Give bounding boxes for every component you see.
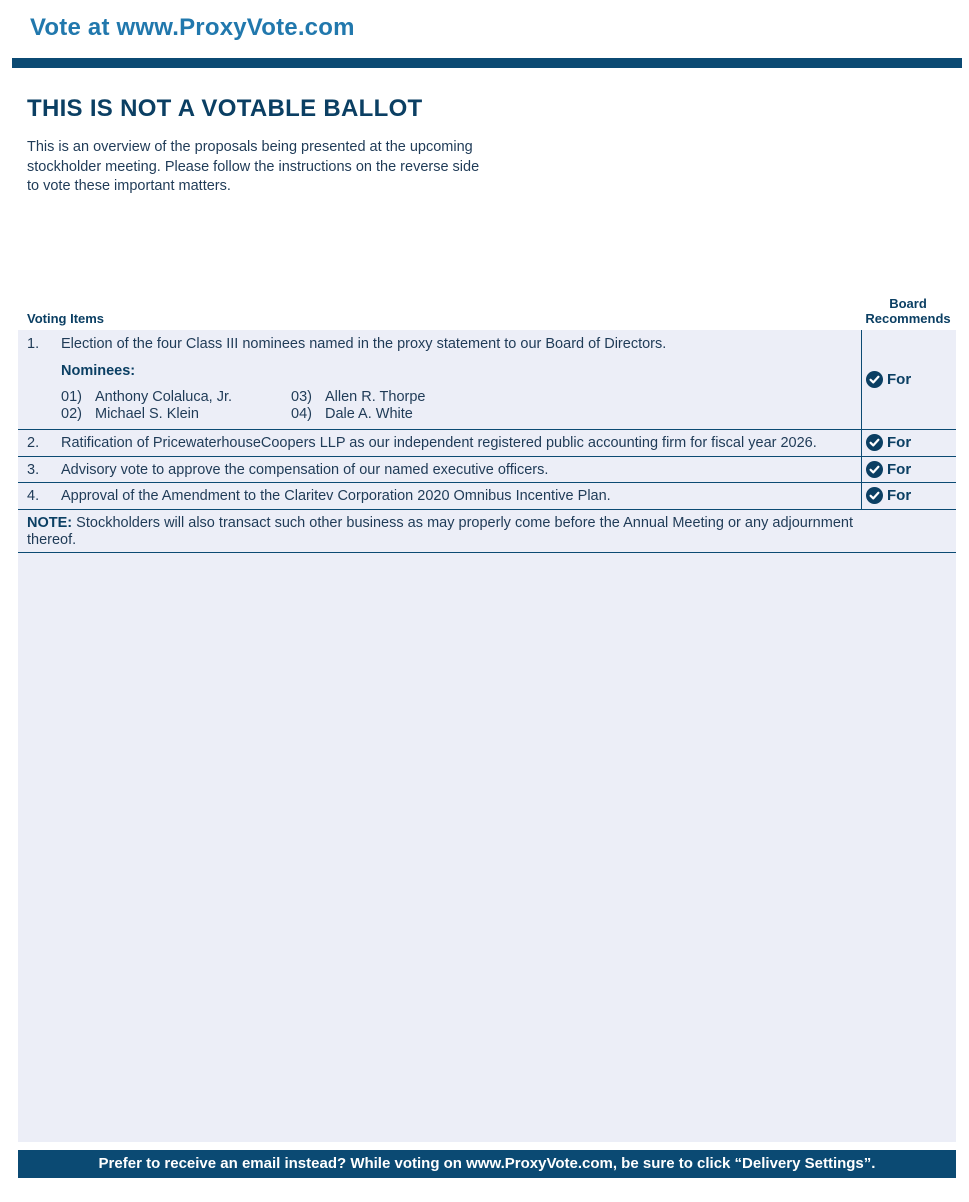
board-label: Board xyxy=(889,296,927,311)
recommendation-label: For xyxy=(887,461,912,478)
check-circle-icon xyxy=(866,434,883,451)
footer-delivery-settings-banner: Prefer to receive an email instead? While voting on www.ProxyVote.com, be sure to click “Delivery Settings”. xyxy=(18,1150,956,1178)
item-description: Advisory vote to approve the compensation of our named executive officers. xyxy=(61,462,549,478)
check-circle-icon xyxy=(866,487,883,504)
ballot-title: THIS IS NOT A VOTABLE BALLOT xyxy=(27,95,423,122)
check-circle-icon xyxy=(866,461,883,478)
item-number: 4. xyxy=(27,488,40,504)
recommendation-badge xyxy=(866,371,911,388)
nominee-3: 03) Allen R. Thorpe xyxy=(291,389,426,405)
recommendation-badge xyxy=(866,461,911,478)
check-circle-icon xyxy=(866,371,883,388)
board-recommendation-cell xyxy=(861,483,956,509)
voting-item-row-4 xyxy=(18,483,956,510)
item-number: 2. xyxy=(27,435,40,451)
nominees-label: Nominees: xyxy=(61,363,136,379)
board-recommendation-cell xyxy=(861,430,956,456)
header-title: Vote at www.ProxyVote.com xyxy=(30,14,355,41)
voting-item-row-3 xyxy=(18,457,956,483)
ballot-intro: This is an overview of the proposals being presented at the upcoming stockholder meeting. Please follow the instructions on the reverse side to vote these important matters. xyxy=(27,139,480,194)
recommendation-label: For xyxy=(887,434,912,451)
recommendation-badge xyxy=(866,487,911,504)
nominee-2: 02) Michael S. Klein xyxy=(61,406,199,422)
recommends-label: Recommends xyxy=(865,311,951,326)
meeting-note xyxy=(27,515,853,549)
nominee-1: 01) Anthony Colaluca, Jr. xyxy=(61,389,233,405)
recommendation-label: For xyxy=(887,371,912,388)
item-number: 3. xyxy=(27,462,40,478)
column-header-voting-items: Voting Items xyxy=(27,311,105,326)
note-text: Stockholders will also transact such other business as may properly come before the Annual Meeting or any adjournment thereof. xyxy=(27,515,853,548)
voting-item-row-1 xyxy=(18,330,956,430)
voting-item-row-2 xyxy=(18,430,956,457)
nominee-4: 04) Dale A. White xyxy=(291,406,413,422)
item-description: Approval of the Amendment to the Claritev Corporation 2020 Omnibus Incentive Plan. xyxy=(61,488,611,504)
note-divider xyxy=(18,552,956,553)
board-recommendation-cell xyxy=(861,330,956,429)
note-label: NOTE: xyxy=(27,515,73,531)
board-recommendation-cell xyxy=(861,457,956,482)
column-header-board-recommends xyxy=(860,296,956,326)
header-rule xyxy=(12,58,962,68)
item-description: Election of the four Class III nominees named in the proxy statement to our Board of Directors. xyxy=(61,336,667,352)
item-number: 1. xyxy=(27,336,40,352)
recommendation-badge xyxy=(866,434,911,451)
recommendation-label: For xyxy=(887,487,912,504)
item-description: Ratification of PricewaterhouseCoopers LLP as our independent registered public accounting firm for fiscal year 2026. xyxy=(61,435,817,451)
